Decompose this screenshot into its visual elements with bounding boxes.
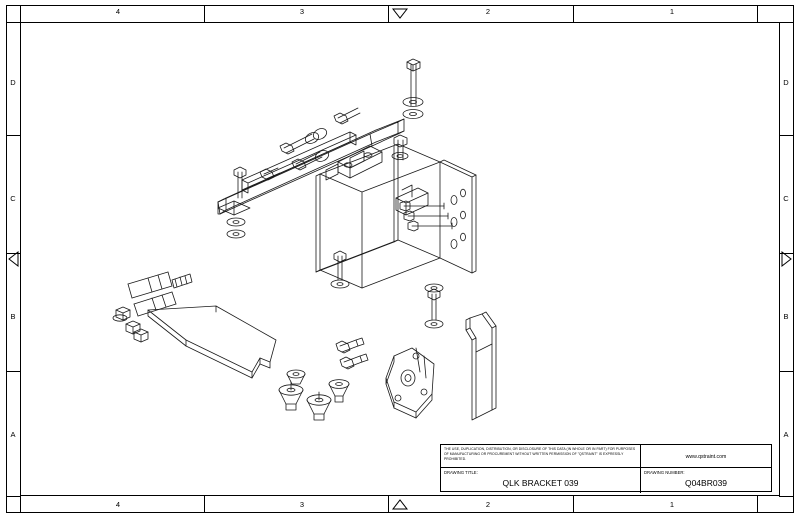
zone-tick [6,496,21,497]
legal-notice-cell [441,445,641,467]
zone-tick [757,496,758,513]
zone-label-bottom-4: 4 [115,500,121,509]
center-mark-right-icon [780,250,793,268]
zone-label-bottom-2: 2 [485,500,491,509]
zone-tick [204,496,205,513]
zone-tick [779,371,794,372]
zone-tick [779,135,794,136]
zone-tick [20,496,21,513]
zone-tick [779,22,794,23]
website-cell [641,445,771,467]
zone-label-right-a: A [783,430,789,439]
zone-label-top-3: 3 [299,7,305,16]
zone-tick [388,496,389,513]
zone-tick [573,5,574,22]
zone-label-top-1: 1 [669,7,675,16]
website-text[interactable]: www.qstraint.com [685,454,727,460]
zone-tick [757,5,758,22]
zone-tick [6,135,21,136]
zone-label-left-d: D [10,78,16,87]
zone-label-left-b: B [10,312,16,321]
title-block [440,444,772,492]
drawing-title-value: QLK BRACKET 039 [502,478,579,488]
title-block-row-fields [441,467,771,493]
legal-notice-text: THE USE, DUPLICATION, DISTRIBUTION, OR DISCLOSURE OF THIS DATA (IN WHOLE OR IN PART) FOR PURPOSES OF MANUFACTURING OR PROCUREMENT WITHOUT WRITTEN PERMISSION OF "QSTRAINT" IS EXPRESSLY PROHIBITED. [444,447,636,462]
title-block-row-notice [441,445,771,467]
zone-tick [779,496,794,497]
zone-tick [6,22,21,23]
center-mark-left-icon [7,250,20,268]
zone-label-right-b: B [783,312,789,321]
zone-label-left-a: A [10,430,16,439]
zone-label-right-c: C [783,194,789,203]
drawing-number-value: Q04BR039 [684,478,728,488]
center-mark-top-icon [391,7,409,20]
drawing-title-cell [441,468,641,493]
zone-label-top-2: 2 [485,7,491,16]
zone-label-bottom-1: 1 [669,500,675,509]
zone-label-bottom-3: 3 [299,500,305,509]
zone-tick [20,5,21,22]
zone-tick [573,496,574,513]
sheet-inner-border [20,22,780,496]
zone-tick [204,5,205,22]
zone-label-left-c: C [10,194,16,203]
zone-tick [388,5,389,22]
zone-label-top-4: 4 [115,7,121,16]
center-mark-bottom-icon [391,498,409,511]
drawing-number-label: DRAWING NUMBER: [644,470,685,475]
drawing-title-label: DRAWING TITLE: [444,470,478,475]
zone-tick [6,371,21,372]
zone-label-right-d: D [783,78,789,87]
drawing-number-cell [641,468,771,493]
